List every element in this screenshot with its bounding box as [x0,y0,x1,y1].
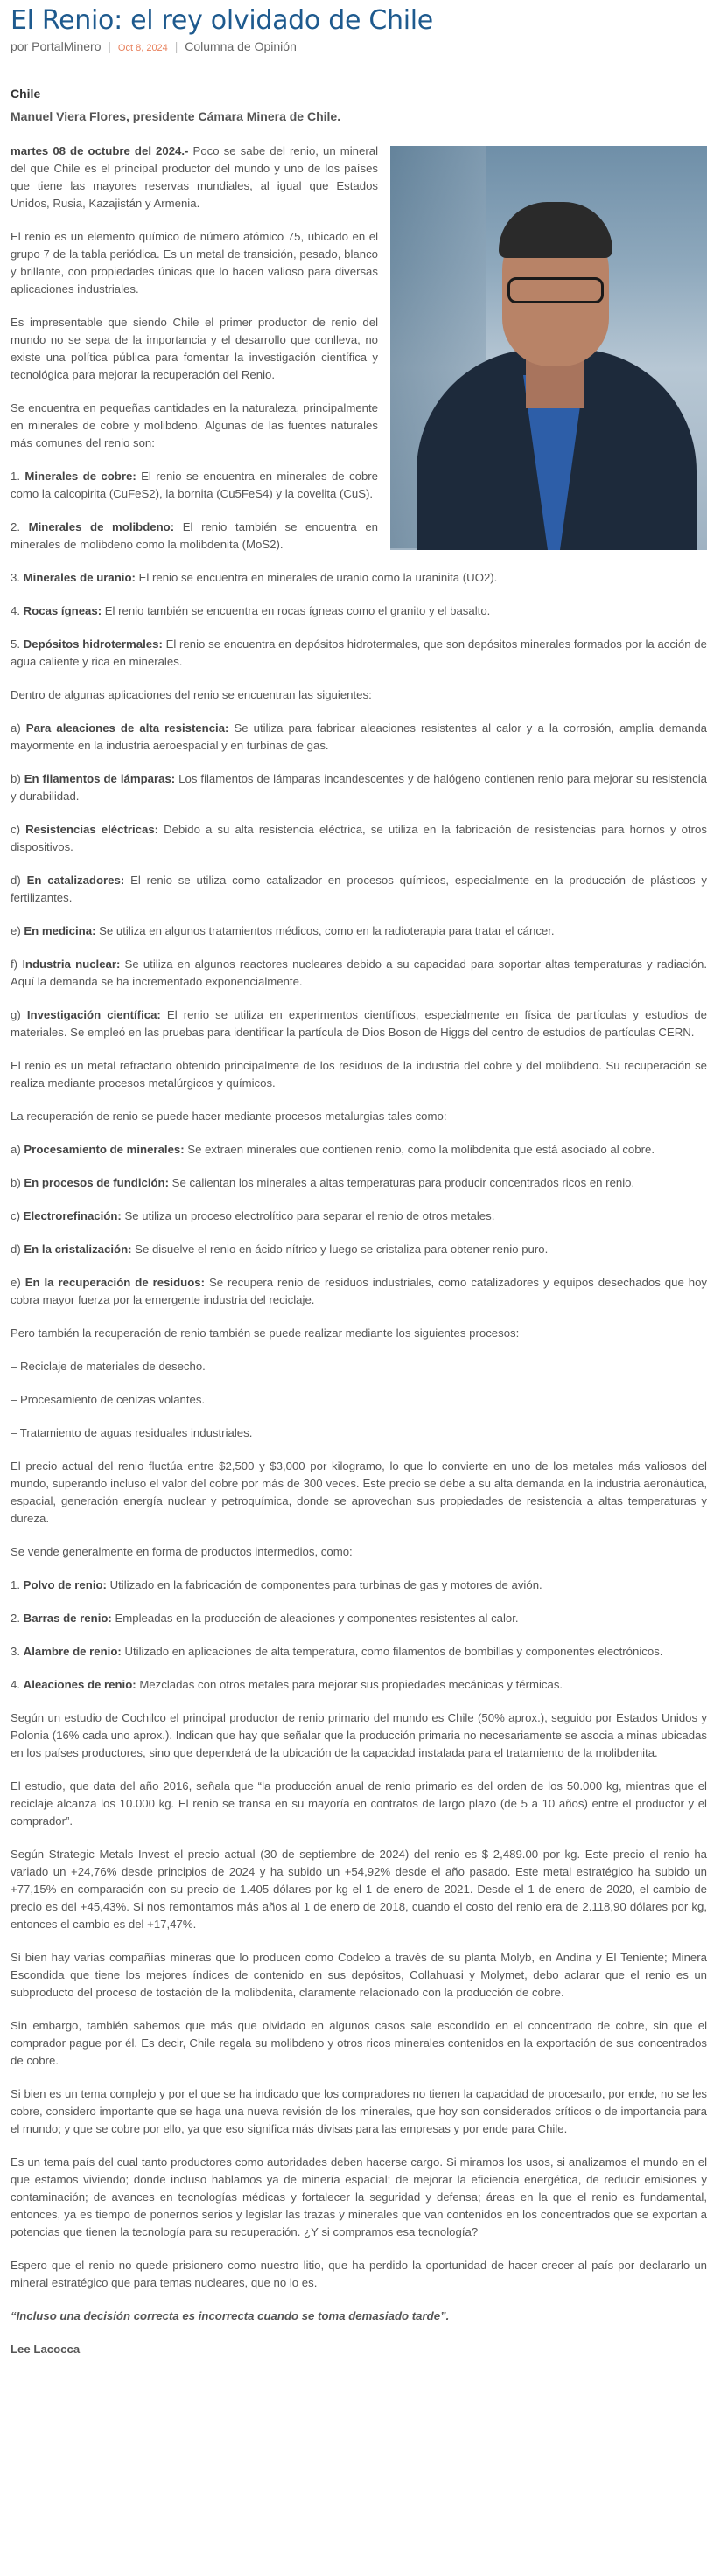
recovery-item: d) En la cristalización: Se disuelve el renio en ácido nítrico y luego se cristaliza para obtener renio puro. [10,1243,549,1256]
country-label: Chile [10,87,41,101]
paragraph: Según Strategic Metals Invest el precio actual (30 de septiembre de 2024) del renio es $ 2,489.00 por kg. Este precio el renio ha variado un +24,76% desde principios de 2024 y ha subido un +54,92% desde el año pasado. Este metal estratégico ha subido un +77,15% en comparación con su precio de 1.405 dólares por kg el 1 de enero de 2021. Desde el 1 de enero de 2020, el cambio de precio es del +45,43%. Si nos remontamos más años al 1 de enero de 2018, cuando el costo del renio era de 2.118,90 dólares por kg, entonces el cambio es del +17,47%. [10,1848,707,1931]
closing-quote: “Incluso una decisión correcta es incorrecta cuando se toma demasiado tarde”. [10,2309,450,2322]
source-item: 1. Minerales de cobre: El renio se encuentra en minerales de cobre como la calcopirita (CuFeS2), la bornita (Cu5FeS4) y la covelita (CuS). [10,470,379,500]
recovery-item: c) Electrorefinación: Se utiliza un proceso electrolítico para separar el renio de otros metales. [10,1209,495,1222]
paragraph: Pero también la recuperación de renio también se puede realizar mediante los siguientes procesos: [10,1326,520,1340]
paragraph: Es un tema país del cual tanto productores como autoridades deben hacerse cargo. Si miramos los usos, si analizamos el mundo en el que estamos viviendo; donde incluso hablamos ya de minería espacial; de mejorar la eficiencia energética, de reducir emisiones y contaminación; de avances en tecnologías médicas y fortalecer la seguridad y defensa; áreas en la que el renio es fundamental, entonces, ya es tiempo de ponernos serios y legislar las trazas y minerales que van contenidos en los concentrados que se exportan a potencias que tienen la tecnología para su recuperación. ¿Y si compramos esa tecnología? [10,2155,707,2238]
paragraph: Se encuentra en pequeñas cantidades en la naturaleza, principalmente en minerales de cobre y molibdeno. Algunas de las fuentes naturales más comunes del renio son: [10,401,378,449]
dash-item: – Reciclaje de materiales de desecho. [10,1360,206,1373]
article-title: El Renio: el rey olvidado de Chile [10,5,433,36]
application-item: e) En medicina: Se utiliza en algunos tratamientos médicos, como en la radioterapia para tratar el cáncer. [10,924,555,937]
form-item: 1. Polvo de renio: Utilizado en la fabricación de componentes para turbinas de gas y motores de avión. [10,1578,542,1591]
application-item: a) Para aleaciones de alta resistencia: Se utiliza para fabricar aleaciones resistentes al calor y a la corrosión, amplia demanda mayormente en la industria aeroespacial y en turbinas de gas. [10,721,707,752]
by-label: por [10,39,29,53]
form-item: 2. Barras de renio: Empleadas en la producción de aleaciones y componentes resistentes al calor. [10,1612,519,1625]
intro-paragraph: martes 08 de octubre del 2024.- Poco se sabe del renio, un mineral del que Chile es el principal productor del mundo y uno de los países que tiene las mayores reservas mundiales, al igual que Estados Unidos, Rusia, Kazajistán y Armenia. [10,144,378,210]
paragraph: Espero que el renio no quede prisionero como nuestro litio, que ha perdido la oportunidad de hacer crecer al país por declararlo un mineral estratégico que para temas nucleares, que no lo es. [10,2259,707,2289]
source-item: 2. Minerales de molibdeno: El renio también se encuentra en minerales de molibdeno como la molibdenita (MoS2). [10,520,378,551]
paragraph: Dentro de algunas aplicaciones del renio se encuentran las siguientes: [10,688,372,701]
paragraph: Según un estudio de Cochilco el principal productor de renio primario del mundo es Chile (50% aprox.), seguido por Estados Unidos y Polonia (16% cada uno aprox.). Indican que hay que señalar que la producción primaria no necesariamente se asocia a minas ubicadas en los países productores, sino que dependerá de la ubicación de la capacidad instalada para el tratamiento de la molibdenita. [10,1711,707,1759]
author-byline: Manuel Viera Flores, presidente Cámara Minera de Chile. [10,109,341,123]
application-item: b) En filamentos de lámparas: Los filamentos de lámparas incandescentes y de halógeno contienen renio para mejorar su resistencia y durabilidad. [10,772,707,803]
author-link[interactable]: PortalMinero [32,39,102,53]
paragraph: Se vende generalmente en forma de productos intermedios, como: [10,1545,353,1558]
paragraph: El renio es un metal refractario obtenido principalmente de los residuos de la industria del cobre y del molibdeno. Su recuperación se realiza mediante procesos metalúrgicos y químicos. [10,1059,707,1090]
paragraph: El estudio, que data del año 2016, señala que “la producción anual de renio primario es del orden de los 50.000 kg, mientras que el reciclaje alcanza los 10.000 kg. El renio se transa en su mayoría en contratos de largo plazo (de 5 a 10 años) entre el productor y el comprador”. [10,1779,707,1828]
paragraph: El precio actual del renio fluctúa entre $2,500 y $3,000 por kilogramo, lo que lo convierte en uno de los metales más valiosos del mundo, superando incluso el valor del cobre por más de 300 veces. Este precio se debe a su alta demanda en la industria aeronáutica, espacial, generación energía nuclear y petroquímica, donde se aprovechan sus propiedades de resistencia a altas temperaturas y dureza. [10,1459,707,1525]
dash-item: – Procesamiento de cenizas volantes. [10,1393,206,1406]
recovery-item: b) En procesos de fundición: Se calientan los minerales a altas temperaturas para producir concentrados ricos en renio. [10,1176,635,1189]
meta-separator: | [174,39,178,53]
category-link[interactable]: Columna de Opinión [185,39,297,53]
dash-item: – Tratamiento de aguas residuales industriales. [10,1426,253,1439]
article [10,5,707,2358]
recovery-item: a) Procesamiento de minerales: Se extraen minerales que contienen renio, como la molibdenita que está asociado al cobre. [10,1143,654,1156]
recovery-item: e) En la recuperación de residuos: Se recupera renio de residuos industriales, como catalizadores y equipos desechados que hoy cobra mayor fuerza por la emergente industria del reciclaje. [10,1276,708,1306]
source-item: 5. Depósitos hidrotermales: El renio se encuentra en depósitos hidrotermales, que son depósitos minerales formados por la acción de agua caliente y rica en minerales. [10,637,707,668]
publish-date: Oct 8, 2024 [117,43,168,53]
paragraph: Sin embargo, también sabemos que más que olvidado en algunos casos sale escondido en el concentrado de cobre, sin que el comprador pague por él. Es decir, Chile regala su molibdeno y otros ricos minerales contenidos en la exportación de sus concentrados de cobre. [10,2019,707,2067]
paragraph: Es impresentable que siendo Chile el primer productor de renio del mundo no se sepa de la importancia y el desarrollo que conlleva, no existe una política pública para fomentar la investigación científica y tecnológica para mejorar la recuperación del Renio. [10,316,378,381]
source-item: 4. Rocas ígneas: El renio también se encuentra en rocas ígneas como el granito y el basalto. [10,604,491,617]
paragraph: Si bien es un tema complejo y por el que se ha indicado que los compradores no tienen la capacidad de procesarlo, por ende, no se les cobre, considero importante que se haga una nueva revisión de los minerales, que hoy son considerados críticos o de importancia para el mundo; y que se cobre por ello, ya que eso significa más divisas para las empresas y por ende para Chile. [10,2087,707,2135]
paragraph: El renio es un elemento químico de número atómico 75, ubicado en el grupo 7 de la tabla periódica. Es un metal de transición, pesado, blanco y brillante, con propiedades únicas que lo hacen valioso para diversas aplicaciones industriales. [10,230,378,296]
application-item: c) Resistencias eléctricas: Debido a su alta resistencia eléctrica, se utiliza en la fabricación de resistencias para hornos y otros dispositivos. [10,823,707,853]
source-item: 3. Minerales de uranio: El renio se encuentra en minerales de uranio como la uraninita (UO2). [10,571,498,584]
article-meta [10,39,707,53]
meta-separator: | [108,39,112,53]
application-item: g) Investigación científica: El renio se utiliza en experimentos científicos, especialmente en física de partículas y estudios de materiales. Se empleó en las pruebas para identificar la partícula de Dios Boson de Higgs del centro de estudios de partículas CERN. [10,1008,708,1039]
application-item: d) En catalizadores: El renio se utiliza como catalizador en procesos químicos, especialmente en la producción de plásticos y fertilizantes. [10,874,708,904]
application-item: f) Industria nuclear: Se utiliza en algunos reactores nucleares debido a su capacidad para soportar altas temperaturas y radiación. Aquí la demanda se ha incrementado exponencialmente. [10,957,707,988]
paragraph: Si bien hay varias compañías mineras que lo producen como Codelco a través de su planta Molyb, en Andina y El Teniente; Minera Escondida que tiene los mejores índices de contenido en sus depósitos, Collahuasi y Molymet, debo aclarar que el renio es un subproducto del proceso de tostación de la molibdenita, claramente relacionado con la producción de cobre. [10,1951,707,1999]
form-item: 4. Aleaciones de renio: Mezcladas con otros metales para mejorar sus propiedades mecánicas y térmicas. [10,1678,564,1691]
quote-author: Lee Lacocca [10,2343,80,2356]
form-item: 3. Alambre de renio: Utilizado en aplicaciones de alta temperatura, como filamentos de bombillas y componentes electrónicos. [10,1645,663,1658]
paragraph: La recuperación de renio se puede hacer mediante procesos metalurgias tales como: [10,1110,447,1123]
author-photo [390,146,707,550]
